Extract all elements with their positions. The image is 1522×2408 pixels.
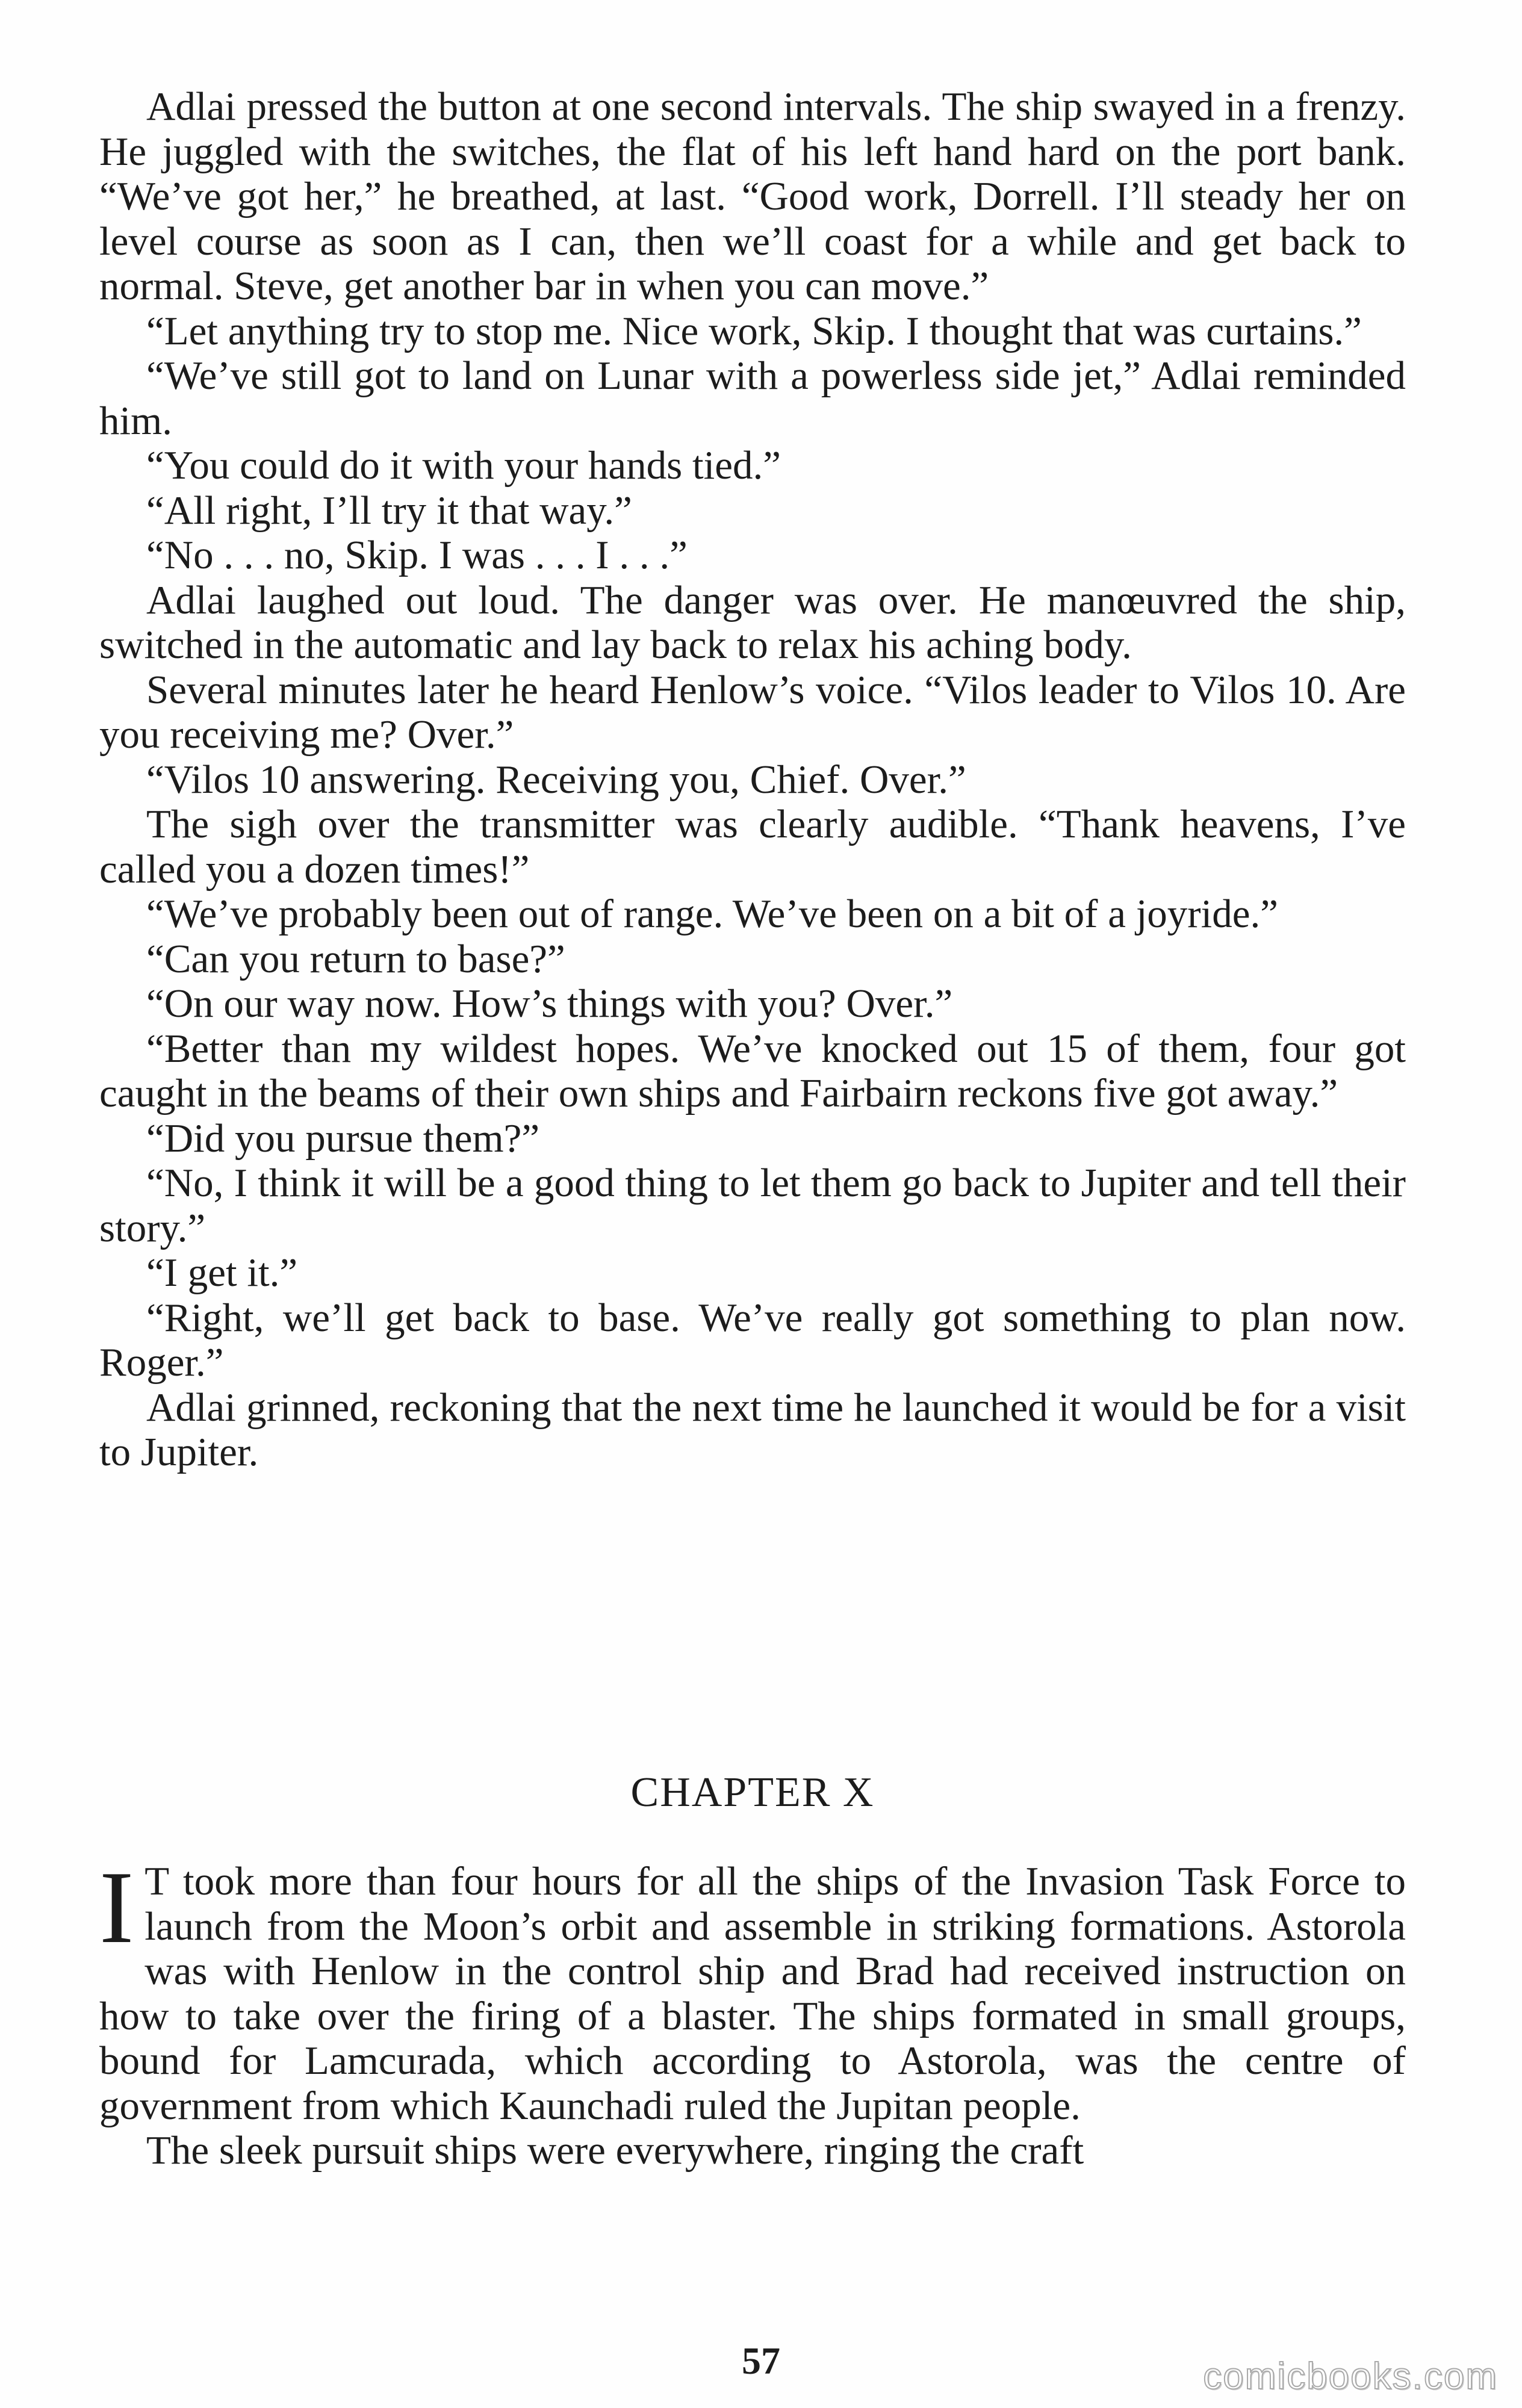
paragraph-2: “Let anything try to stop me. Nice work, Skip. I thought that was curtains.”	[146, 308, 1362, 353]
paragraph-14: “Better than my wildest hopes. We’ve knocked out 15 of them, four got caught in the beams of their own ships and Fairbairn reckons five got away.”	[99, 1026, 1406, 1116]
chapter-paragraph-2: The sleek pursuit ships were everywhere, ringing the craft	[146, 2128, 1084, 2173]
drop-cap: I	[99, 1851, 134, 1965]
main-text	[99, 84, 1406, 1475]
paragraph-11: “We’ve probably been out of range. We’ve been on a bit of a joyride.”	[146, 892, 1278, 936]
chapter-opening-text: T took more than four hours for all the ships of the Invasion Task Force to launch from the Moon’s orbit and assemble in striking formations. Astorola was with Henlow in the control ship and Brad had received instruction on how to take over the firing of a blaster. The ships formated in small groups, bound for Lamcurada, which according to Astorola, was the centre of government from which Kaunchadi ruled the Jupitan people.	[99, 1859, 1406, 2128]
chapter-opening-paragraph	[99, 1851, 1406, 2128]
chapter-body	[99, 1851, 1406, 2173]
paragraph-8: Several minutes later he heard Henlow’s voice. “Vilos leader to Vilos 10. Are you receiving me? Over.”	[99, 667, 1406, 757]
paragraph-4: “You could do it with your hands tied.”	[146, 443, 781, 488]
paragraph-15: “Did you pursue them?”	[146, 1116, 540, 1161]
paragraph-9: “Vilos 10 answering. Receiving you, Chief. Over.”	[146, 757, 966, 802]
paragraph-12: “Can you return to base?”	[146, 936, 565, 981]
paragraph-1: Adlai pressed the button at one second intervals. The ship swayed in a frenzy. He juggled with the switches, the flat of his left hand hard on the port bank. “We’ve got her,” he breathed, at last. “Good work, Dorrell. I’ll steady her on level course as soon as I can, then we’ll coast for a while and get back to normal. Steve, get another bar in when you can move.”	[99, 84, 1406, 308]
page-number: 57	[742, 2339, 780, 2382]
watermark-logo: comicbooks.com	[1203, 2356, 1498, 2397]
chapter-heading: CHAPTER X	[630, 1769, 875, 1816]
paragraph-17: “I get it.”	[146, 1250, 298, 1295]
paragraph-3: “We’ve still got to land on Lunar with a powerless side jet,” Adlai reminded him.	[99, 353, 1406, 443]
paragraph-10: The sigh over the transmitter was clearly audible. “Thank heavens, I’ve called you a dozen times!”	[99, 802, 1406, 892]
paragraph-6: “No . . . no, Skip. I was . . . I . . .”	[146, 533, 688, 577]
paragraph-13: “On our way now. How’s things with you? Over.”	[146, 981, 953, 1026]
paragraph-18: “Right, we’ll get back to base. We’ve really got something to plan now. Roger.”	[99, 1295, 1406, 1385]
paragraph-7: Adlai laughed out loud. The danger was over. He manœuvred the ship, switched in the automatic and lay back to relax his aching body.	[99, 577, 1406, 667]
paragraph-19: Adlai grinned, reckoning that the next time he launched it would be for a visit to Jupiter.	[99, 1385, 1406, 1474]
paragraph-16: “No, I think it will be a good thing to let them go back to Jupiter and tell their story.”	[99, 1161, 1406, 1250]
paragraph-5: “All right, I’ll try it that way.”	[146, 488, 632, 533]
